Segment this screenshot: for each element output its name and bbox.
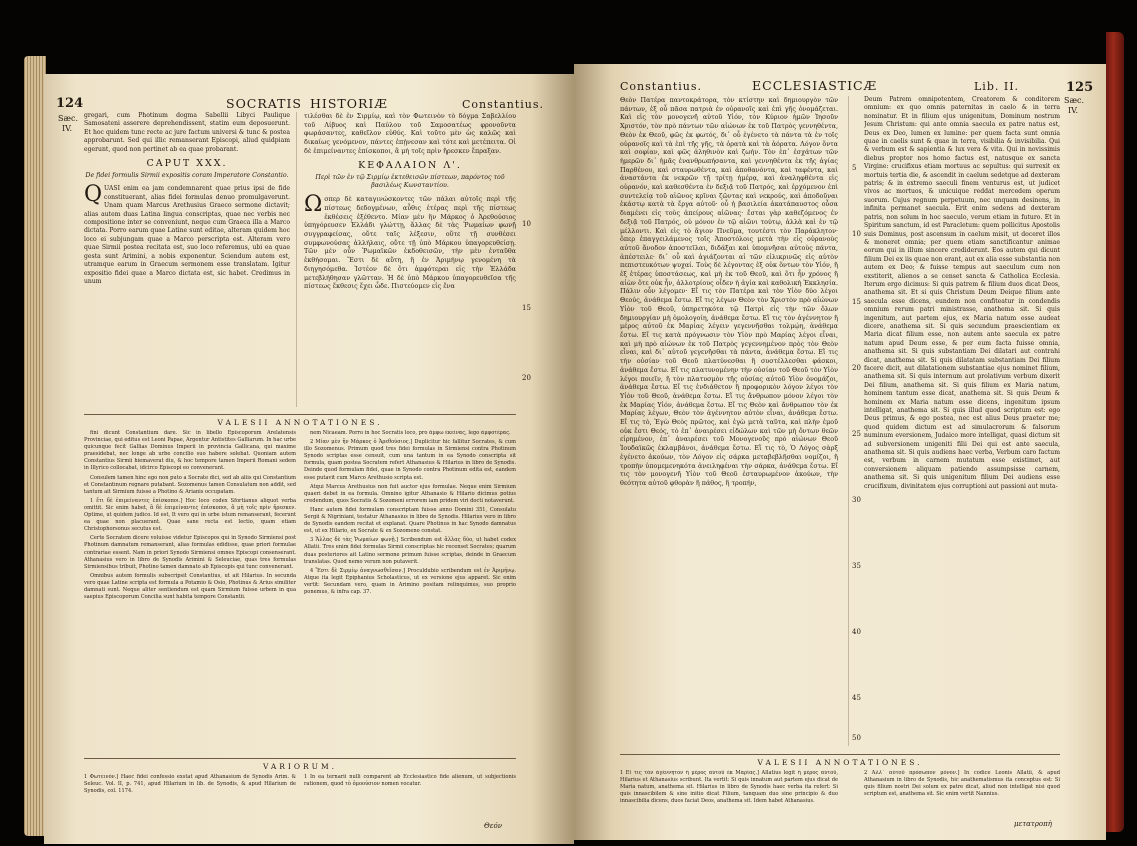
latin-body: UASI enim ea jam condemnarent quae prius ipsi de fide constituerant, alias fidei formulas denuo promulgaverunt. Unam quam Marcus Arethusius Graeco sermone dictavit; alias autem duas Latina lingua conscriptas, quae nec verbis nec compositione inter se conveniunt, neque cum Graeca illa a Marco dictata. Porro earum quae Latine sunt editae, alteram quidem hoc loco ei subjungam quae a Marco perscripta est. Alteram vero quae Sirmii postea recitata est, suo loco referemus, ubi ea quae gesta sunt Arimini, a nobis exponentur. Sciendum autem est, utramque earum in Graecum sermonem esse translatam. Igitur expositio fidei quae a Marco dictata est, sic habet. Credimus in unum (84, 185, 290, 285)
kefalaion-argumentum: Περὶ τῶν ἐν τῷ Σιρμίῳ ἐκτεθεισῶν πίστεων, παρόντος τοῦ βασιλέως Κωνσταντίου. (315, 174, 505, 190)
valesii-annotations-heading-right: VALESII ANNOTATIONES. (757, 758, 923, 767)
running-head-lib: Lib. II. (974, 80, 1020, 93)
greek-body: σπερ δὲ καταγινώσκοντες τῶν πάλαι αὐτοῖς περὶ τῆς πίστεως δεδογμένων, αὖθις ἑτέρας περὶ τῆς πίστεως ἐκθέσεις ἐξέθεντο. Μίαν μὲν ἣν Μάρκος ὁ Ἀρεθούσιος ὑπηγόρευσεν Ἑλλάδι γλώττῃ, ἄλλας δὲ τὰς Ῥωμαίων φωνῇ συγγραφείσας, οὔτε ταῖς λέξεσιν, οὔτε τῇ συνθέσει συμφωνούσας ἀλλήλαις, οὔτε τῇ ὑπὸ Μάρκου ὑπαγορευθείσῃ. Τῶν μὲν οὖν Ῥωμαϊκῶν ἐκδοθεισῶν, τὴν μὲν ἐνταῦθα ἐκθήσομαι. Ἔστι δὲ αὕτη, ἣ ἐν Ἀριμήνῳ γενομένη τὰ διηγησόμεθα. Ἰστέον δὲ ὅτι ἀμφότεραι εἰς τὴν Ἑλλάδα μετεβλήθησαν γλῶτταν. Ἡ δὲ ὑπὸ Μάρκου ὑπαγορευθεῖσα τῆς πίστεως ἔκθεσις ἔχει ὧδε. Πιστεύομεν εἰς ἕνα (304, 195, 516, 291)
greek-column-left (304, 112, 516, 412)
variorum-rule (84, 758, 516, 759)
margin-century-right: IV. (1068, 106, 1079, 115)
line-number: 10 (522, 220, 531, 228)
note-paragraph: Atqui Marcus Arethusius non fuit auctor ejus formulae. Neque enim Sirmium quaeri debet in ea formula. Omnino igitur Athanasio & Hilario dicimus potius credendum, quos Socratis & Sozomeni errorem iam pridem viri docti notaverunt. (304, 483, 516, 504)
note-paragraph: 4 Ἔστι δὲ Σιρμίῳ ἀναγνωσθεῖσαν.] Proculdubio scribendum est ἐν Ἀριμήνῳ. Atque ita legit Epiphanius Scholasticus, ut ex versione ejus apparet. Sic enim vertit: Secundam vero, quam in Arimino positam relinquimus, suo proprio ponemus, & infra cap. 37. (304, 567, 516, 595)
book-spread (24, 26, 1124, 838)
line-number: 35 (852, 562, 861, 570)
running-head-socratis: SOCRATIS (226, 96, 302, 111)
note-paragraph: 3 Ἄλλας δὲ τὰς Ῥωμαίων φωνῇ.] Scribendum est ἄλλας δύο, ut habet codex Allatii. Tres enim fidei formulas Sirmii conscriptas hic recenset Socrates; quarum duas posteriores ait Latino sermone primum fuisse scriptas, deinde in Graecum translatas. Quod nemo verum non putaverit. (304, 537, 516, 565)
page-number-right: 125 (1066, 80, 1094, 95)
margin-saec: Sæc. (58, 114, 79, 123)
cover-edge-right (1106, 32, 1124, 832)
notes-column-right-1: 1 Εἴ τις τὸν ἀγέννητον ἢ μέρος αὐτοῦ ἐκ Μαρίας.] Allatius legit ἢ μέρος αὐτοῦ, Hilarius et Athanasius scribunt. Ita vertit: Si quis innatum aut partem ejus dicat de Maria natum, anathema sit. Hilarius in libro de Synodis haec verba ita refert: Si quis innascibilem & sine initio dicat Filium, tanquam duo sine principio & duo innascibilia dicens, duos faciat Deos, anathema sit. Idem habet Athanasius. (620, 770, 838, 805)
margin-century: IV. (62, 124, 73, 133)
margin-saec-right: Sæc. (1064, 96, 1085, 105)
notes-column-2 (304, 430, 516, 752)
left-page (44, 74, 574, 844)
note-paragraph: Certe Socratem dicere voluisse videtur Episcopos qui in Synodo Sirmiensi post Photinum damnatum remanserant, alias formulas edidisse, quae priori formulae contrariae essent. Nam in priori Synodo Sirmiensi omnes Episcopi consenserant. Athanasius vero in libro de Synodis Arimini & Seleuciae, quas tres formulas Sirmiensibus tribuit, Photino tamen damnato ab Episcopis qui tunc convenerant. (84, 535, 296, 570)
note-paragraph: 1 ἔτι δὲ ἐπιμείναντες ἐπίσκοποι.] Hoc loco codex Sfortianus aliquot verba omittit. Sic enim habet, ἃ δὲ ἐπιμείναντες ἐπίσκοποι, ἃ μὴ τοῖς πρὶν ἤρεσκεν. Optime, ut quidem judico. Id est, It vero qui in urbe istum remanserant, fecerunt ea quae non placuerant. Quae sane recta est lectio, quam etiam Christophorsonus secutus est. (84, 497, 296, 533)
notes-column-right-2: 2 Ἀλλ᾽ αὐτοῦ πρόσωπον μόνον.] In codice Leonis Allatii, & apud Athanasium in libro de Synodis, hic anathematismus ita conceptus est: Si quis filium nostri Dei solum ex patre dicat, aliud non intelligat nisi quod scriptum est, anathema sit. Sic enim vertit Nannius. (864, 770, 1060, 798)
right-page (574, 64, 1106, 840)
latin-column-left (84, 112, 290, 412)
page-number-left: 124 (56, 96, 84, 111)
line-number: 25 (852, 430, 861, 438)
variorum-column-2: 1 In ea ternarii nulli comparent ab Ecclesiastico fide alienum, ut subjectionis rationem, quod τὸ ὁμοούσιον nomen vocatur. (304, 774, 516, 788)
valesii-annotations-heading: VALESII ANNOTATIONES. (217, 418, 383, 427)
catchword-right: μετατροπὴ (1014, 820, 1052, 828)
line-number: 50 (852, 734, 861, 742)
line-number: 30 (852, 496, 861, 504)
line-number: 20 (852, 364, 861, 372)
line-number: 20 (522, 374, 531, 382)
line-number: 15 (852, 298, 861, 306)
caput-argumentum: De fidei formulis Sirmii expositis coram Imperatore Constantio. (85, 172, 289, 180)
line-number: 45 (852, 694, 861, 702)
line-number: 5 (852, 164, 857, 172)
note-paragraph: 2 Μίαν μὲν ἣν Μάρκος ὁ Ἀρεθούσιος.] Duplicitur hic fallitur Socrates, & cum illo Sozomenus. Primum quod tres fidei formulas in Sirmiensi contra Photinum Synodo scriptas esse censuit, cum una tantum in ea Synodo conscripta sit formula, quam postea Socratem refert Athanasius & Hilarius in libro de Synodis. Deinde quod formulam fidei, quae in Synodo contra Photinum edita est, eandem esse putavit cum Marco Arethusio scripta est. (304, 439, 516, 481)
column-rule-left (296, 112, 297, 407)
variorum-heading: VARIORUM. (262, 762, 338, 771)
note-paragraph: nem Nicaeam. Porro in hoc Socratis loco, pro ἄμφω ἐκείνας, lego ἀμφοτέρας. (310, 430, 511, 436)
latin-column-right: Deum Patrem omnipotentem, Creatorem & conditorem omnium: ex quo omnis paternitas in caelo & in terra nominatur. Et in filium ejus unigenitum, Dominum nostrum Jesum Christum: qui ante omnia saecula ex patre natus est, Deus ex Deo, lumen ex lumine: per quem facta sunt omnia quae in caelis sunt & quae in terra, visibilia & invisibilia. Qui & verbum est & sapientia & lux vera & vita. Qui in novissimis diebus propter nos homo factus est, natusque ex sancta Virgine: crucifixus etiam mortuus ac sepultus: qui surrexit ex mortuis tertia die, & ascendit in caelum sedetque ad dexteram patris; & in extremo saeculi finem venturus est, ut judicet vivos ac mortuos, & unicuique reddat mercedem operum suorum. Cujus regnum perpetuum, nec unquam desinens, in infinita permanet saecula. Erit enim sedens ad dexteram patris, non solum in hoc saeculo, verum etiam in futuro. Et in Spiritum sanctum, id est Paracletum: quem pollicitus Apostolis suis Dominus, post ascensum in caelum misit, ut doceret illos & moneret omnia; per quem etiam sanctificantur animae eorum qui in illum sincere crediderunt. Eos autem qui dicunt filium Dei ex iis quae non erant, aut ex alia esse substantia non autem ex Deo; & fuisse tempus aut saeculum cum non exstiterit, alienos a se censet sancta & Catholica Ecclesia. Iterum ergo dicimus: Si quis patrem & filium duos dicat Deos, anathema sit. Et si quis Christum Deum Deique filium ante saecula esse dicens, eundem non confiteatur in condendis omnium rerum patri ministrasse, anathema sit. Si quis ingenitum, aut partem ejus, ex Maria natum esse audeat dicere, anathema sit. Si quis secundum praescientiam ex Maria dicat filium esse, non autem ante saecula ex patre natum apud Deum esse, & per eum facta fuisse omnia, anathema sit. Si quis substantiam Dei dilatari aut contrahi dicat, anathema sit. Si quis dilatatam substantiam Dei filium facere dicit, aut dilatationem substantiae ejus nominet filium, anathema sit. Si quis internum aut prolativum verbum dixerit Dei filium, anathema sit. Si quis filium ex Maria natum, hominem tantum esse dicat, anathema sit. Si quis Deum & hominem ex Maria natum esse dicens, ingenitum ipsum intelligat, anathema sit. Si quis illud quod scriptum est: ego Deus primus, & ego postea, nec est alius Deus praeter me; quod quidem dictum est ad simulacrorum & falsorum numinum eversionem, Judaico more intelligat, quasi dictum sit ad subversionem unigeniti filii Dei qui est ante saecula, anathema sit. Si quis audiens haec verba, Verbum caro factum est, verbum in carnem mutatum esse existimet, aut conversionem aliquam patiendo assumpsisse carnem, anathema sit. Si quis unigenitum filium Dei audiens esse crucifixum, divinitatem ejus corruptioni aut passioni aut muta- (864, 96, 1060, 490)
notes-column-1 (84, 430, 296, 752)
running-head-constantius: Constantius. (462, 98, 544, 111)
latin-intro: gregari, cum Photinum dogma Sabellii Libyci Paulique Samosateni asserere deprehendissent, statim eum deposuerunt. Et hoc quidem tunc recte ac jure factum universi & tunc & postea approbarunt. Sed qui illic remanserant Episcopi, aliud quidpiam egerunt, quod non pertinet ab ea quae probarant. (84, 112, 290, 153)
notes-rule (84, 414, 516, 415)
catchword-left: Θεόν (484, 822, 502, 830)
running-head-constantius-right: Constantius. (620, 80, 702, 93)
line-number: 10 (852, 230, 861, 238)
variorum-column-1: 1 Φωτεινὸν.] Haec fidei confessio exstat apud Athanasium de Synodis Arim. & Seleuc. Vol. II, p. 741, apud Hilarium in lib. de Synodis, & apud Hilarium de Synodis, col. 1174. (84, 774, 296, 795)
line-number: 40 (852, 628, 861, 636)
notes-rule-right (620, 754, 1060, 755)
column-rule-right (848, 96, 849, 746)
drop-cap-greek: Ω (304, 192, 323, 218)
note-paragraph: fini dicunt Constantium dare. Sic in libello Episcoporum Arelatensis Provinciae, qui editus est Leoni Papae, Argentur Antistites Galliarum. In hac urbe quicunque fecit Gallias Dominus Imperii in provincia Gallicana, qui maxime praesidebat, nec longe ab urbe concilio suo habere solebat. Quoniam autem Constantius Sirmii hiemaverat diu, & hoc tempore tamen Imperii Romani sedem in Illyrico collocabat, idcirco Episcopi eo convenerunt. (84, 430, 296, 472)
line-number: 15 (522, 304, 531, 312)
note-paragraph: Omnibus autem formulis subscripsit Constantius, ut ait Hilarius. In secunda vero quae Latine scripta est formula a Potamio & Osio, Photinus & Arius similiter damnati sunt. Neque aliter sentiendum est quam Sirmium fuisse urbem in qua saepius Episcoporum Concilia sunt habita tempore Constantii. (84, 572, 296, 601)
greek-intro: τιλέσθαι δὲ ἐν Σιρμίῳ, καὶ τὸν Φωτεινὸν τὸ δόγμα Σαβελλίου τοῦ Λίβυος καὶ Παύλου τοῦ Σαμοσατέως φρονοῦντα φωράσαντες, καθεῖλον εὐθύς. Καὶ τοῦτο μὲν ὡς καλῶς καὶ δικαίως γενόμενον, πάντες ἐπῄνεσαν καὶ τότε καὶ μετέπειτα. Οἱ δὲ ἐπιμείναντες ἐπίσκοποι, ἃ μὴ τοῖς πρὶν ἤρεσκεν ἔπραξαν. (304, 112, 516, 155)
kefalaion-title: ΚΕΦΑΛΑΙΟΝ Λ'. (358, 159, 462, 171)
drop-cap-latin: Q (84, 182, 103, 208)
note-paragraph: Consulem tamen hinc ego non puto a Socrate dici, sed ab aliis qui Constantium et Constantinum regnare putabant. Sozomenus tamen Consulatum non addit, sed tantum ait Sirmium fuisse a Photino & Arianis occupatam. (84, 474, 296, 495)
running-head-ecclesiasticae: ECCLESIASTICÆ (752, 78, 878, 93)
page-edges-left (24, 56, 46, 836)
running-head-historiae: HISTORIÆ (310, 96, 388, 111)
note-paragraph: Hanc autem fidei formulam conscriptam fuisse anno Domini 351, Consulatu Sergii & Nigriniani, testatur Athanasius in libro de Synodis. Hilarius vero in libro de Synodis eandem recitat et explanat. Quare Photinus in hac Synodo damnatus est, ut ex Hilario, ex Socrate & ex Sozomeno constat. (304, 506, 516, 535)
greek-column-right: Θεὸν Πατέρα παντοκράτορα, τὸν κτίστην καὶ δημιουργὸν τῶν πάντων, ἐξ οὗ πᾶσα πατριὰ ἐν οὐρανοῖς καὶ ἐπὶ γῆς ὀνομάζεται. Καὶ εἰς τὸν μονογενῆ αὐτοῦ Υἱόν, τὸν Κύριον ἡμῶν Ἰησοῦν Χριστόν, τὸν πρὸ πάντων τῶν αἰώνων ἐκ τοῦ Πατρὸς γεννηθέντα, Θεὸν ἐκ Θεοῦ, φῶς ἐκ φωτός, δι᾽ οὗ ἐγένετο τὰ πάντα τὰ ἐν τοῖς οὐρανοῖς καὶ τὰ ἐπὶ τῆς γῆς, τὰ ὁρατὰ καὶ τὰ ἀόρατα. Λόγον ὄντα καὶ σοφίαν, καὶ φῶς ἀληθινὸν καὶ ζωήν. Τὸν ἐπ᾽ ἐσχάτων τῶν ἡμερῶν δι᾽ ἡμᾶς ἐνανθρωπήσαντα, καὶ γεννηθέντα ἐκ τῆς ἁγίας Παρθένου, καὶ σταυρωθέντα, καὶ ἀποθανόντα, καὶ ταφέντα, καὶ ἀναστάντα ἐκ νεκρῶν τῇ τρίτῃ ἡμέρᾳ, καὶ ἀναληφθέντα εἰς οὐρανόν, καὶ καθεσθέντα ἐν δεξιᾷ τοῦ Πατρός, καὶ ἐρχόμενον ἐπὶ συντελείᾳ τοῦ αἰῶνος κρῖναι ζῶντας καὶ νεκρούς, καὶ ἀποδοῦναι ἑκάστῳ κατὰ τὰ ἔργα αὐτοῦ· οὗ ἡ βασιλεία ἀκατάπαυστος οὖσα διαμένει εἰς τοὺς ἀπείρους αἰῶνας· ἔσται γὰρ καθεζόμενος ἐν δεξιᾷ τοῦ Πατρός, οὐ μόνον ἐν τῷ αἰῶνι τούτῳ, ἀλλὰ καὶ ἐν τῷ μέλλοντι. Καὶ εἰς τὸ ἅγιον Πνεῦμα, τουτέστι τὸν Παράκλητον· ὅπερ ἐπαγγειλάμενος τοῖς Ἀποστόλοις μετὰ τὴν εἰς οὐρανοὺς αὐτοῦ ἄνοδον ἀποστεῖλαι, διδάξαι καὶ ὑπομνῆσαι αὐτοὺς πάντα, ἀπέστειλε· δι᾽ οὗ καὶ ἁγιάζονται αἱ τῶν εἰλικρινῶς εἰς αὐτὸν πεπιστευκότων ψυχαί. Τοὺς δὲ λέγοντας ἐξ οὐκ ὄντων τὸν Υἱόν, ἢ ἐξ ἑτέρας ὑποστάσεως, καὶ μὴ ἐκ τοῦ Θεοῦ, καὶ ὅτι ἦν χρόνος ἢ αἰὼν ὅτε οὐκ ἦν, ἀλλοτρίους οἶδεν ἡ ἁγία καὶ καθολικὴ Ἐκκλησία. Πάλιν οὖν λέγομεν· Εἴ τις τὸν Πατέρα καὶ τὸν Υἱὸν δύο λέγοι Θεούς, ἀνάθεμα ἔστω. Εἴ τις λέγων Θεὸν τὸν Χριστὸν πρὸ αἰώνων Υἱὸν τοῦ Θεοῦ, ὑπηρετηκότα τῷ Πατρὶ εἰς τὴν τῶν ὅλων δημιουργίαν μὴ ὁμολογοίη, ἀνάθεμα ἔστω. Εἴ τις τὸν ἀγέννητον ἢ μέρος αὐτοῦ ἐκ Μαρίας λέγειν γεγεννῆσθαι τολμῴη, ἀνάθεμα ἔστω. Εἴ τις κατὰ πρόγνωσιν τὸν Υἱὸν πρὸ Μαρίας λέγοι εἶναι, καὶ μὴ πρὸ αἰώνων ἐκ τοῦ Πατρὸς γεγεννημένον πρὸς τὸν Θεὸν εἶναι, καὶ δι᾽ αὐτοῦ γεγενῆσθαι τὰ πάντα, ἀνάθεμα ἔστω. Εἴ τις τὴν οὐσίαν τοῦ Θεοῦ πλατύνεσθαι ἢ συστέλλεσθαι φάσκοι, ἀνάθεμα ἔστω. Εἴ τις πλατυνομένην τὴν οὐσίαν τοῦ Θεοῦ τὸν Υἱὸν λέγοι ποιεῖν, ἢ τὸν πλατυσμὸν τῆς οὐσίας αὐτοῦ Υἱὸν ὀνομάζοι, ἀνάθεμα ἔστω. Εἴ τις ἐνδιάθετον ἢ προφορικὸν λόγον λέγοι τὸν Υἱὸν τοῦ Θεοῦ, ἀνάθεμα ἔστω. Εἴ τις ἄνθρωπον μόνον λέγοι τὸν ἐκ Μαρίας Υἱόν, ἀνάθεμα ἔστω. Εἴ τις Θεὸν καὶ ἄνθρωπον τὸν ἐκ Μαρίας λέγων, Θεὸν τὸν ἀγέννητον αὐτὸν εἶναι, ἀνάθεμα ἔστω. Εἴ τις τὸ, Ἐγὼ Θεὸς πρῶτος, καὶ ἐγὼ μετὰ ταῦτα, καὶ πλὴν ἐμοῦ οὐκ ἔστι Θεός, τὸ ἐπ᾽ ἀναιρέσει εἰδώλων καὶ τῶν μὴ ὄντων θεῶν εἰρημένον, ἐπ᾽ ἀναιρέσει τοῦ Μονογενοῦς πρὸ αἰώνων Θεοῦ Ἰουδαϊκῶς ἐκλαμβάνοι, ἀνάθεμα ἔστω. Εἴ τις τὸ, Ὁ Λόγος σὰρξ ἐγένετο ἀκούων, τὸν Λόγον εἰς σάρκα μεταβεβλῆσθαι νομίζοι, ἢ τροπὴν ὑπομεμενηκότα ἀνειληφέναι τὴν σάρκα, ἀνάθεμα ἔστω. Εἴ τις τὸν μονογενῆ Υἱὸν τοῦ Θεοῦ ἐσταυρωμένον ἀκούων, τὴν θεότητα αὐτοῦ φθορὰν ἢ πάθος, ἢ τροπήν, (620, 96, 838, 487)
caput-title: CAPUT XXX. (146, 158, 228, 170)
